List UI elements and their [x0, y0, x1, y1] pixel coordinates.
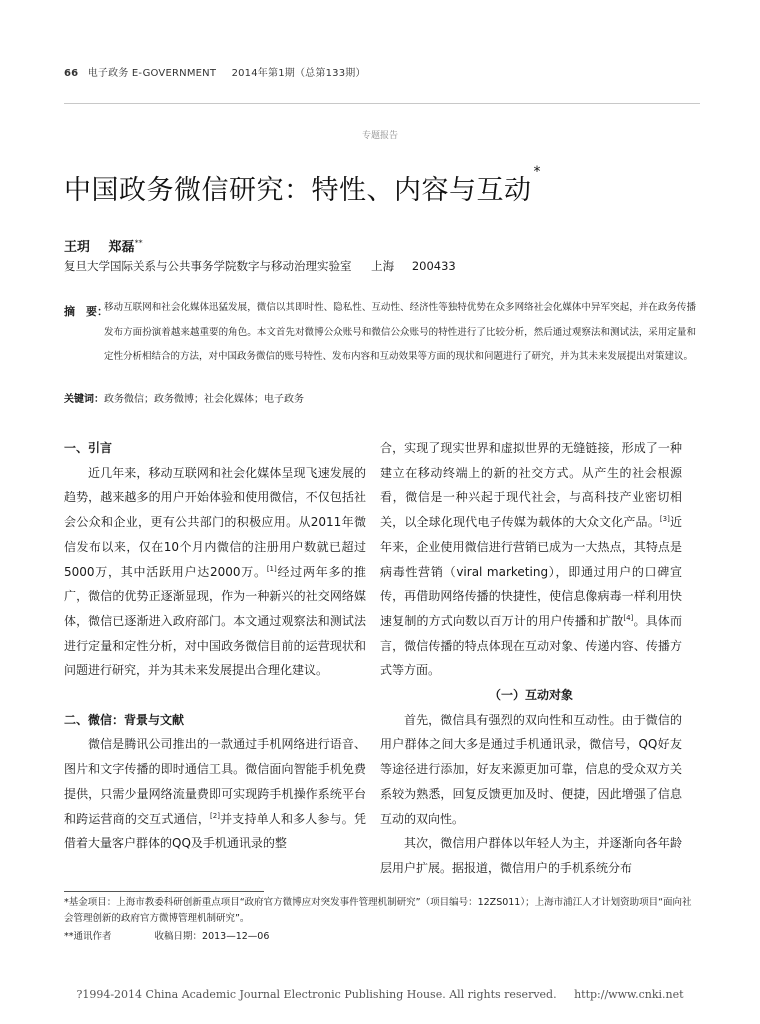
affiliation: 复旦大学国际关系与公共事务学院数字与移动治理实验室 — [64, 259, 352, 273]
footnote-correspondence — [64, 929, 700, 945]
body-paragraph: 合，实现了现实世界和虚拟世界的无缝链接，形成了一种建立在移动终端上的新的社交方式。从产生的社会根源看，微信是一种兴起于现代社会，与高科技产业密切相关，以全球化现代电子传媒为载体的大众文化产品。[3]近年来，企业使用微信进行营销已成为一大热点，其特点是病毒性营销（viral marketing），即通过用户的口碑宣传，再借助网络传播的快捷性，使信息像病毒一样利用快速复制的方式向数以百万计的用户传播和扩散[4]。具体而言，微信传播的特点体现在互动对象、传递内容、传播方式等方面。 — [380, 441, 682, 678]
body-paragraph: 微信是腾讯公司推出的一款通过手机网络进行语音、图片和文字传播的即时通信工具。微信面向智能手机免费提供，只需少量网络流量费即可实现跨手机操作系统平台和跨运营商的交互式通信，[2]并支持单人和多人参与。凭借着大量客户群体的QQ及手机通讯录的整 — [64, 737, 366, 851]
body-paragraph: 近几年来，移动互联网和社会化媒体呈现飞速发展的趋势，越来越多的用户开始体验和使用微信，不仅包括社会公众和企业，更有公共部门的积极应用。从2011年微信发布以来，仅在10个月内微信的注册用户数就已超过5000万，其中活跃用户达2000万。[1]经过两年多的推广，微信的优势正逐渐显现，作为一种新兴的社交网络媒体，微信已逐渐进入政府部门。本文通过观察法和测试法进行定量和定性分析，对中国政务微信目前的运营现状和问题进行研究，并为其未来发展提出合理化建议。 — [64, 465, 366, 678]
abstract-text: 移动互联网和社会化媒体迅猛发展，微信以其即时性、隐私性、互动性、经济性等独特优势在众多网络社会化媒体中异军突起，并在政务传播发布方面扮演着越来越重要的角色。本文首先对微博公众账号和微信公众账号的特性进行了比较分析，然后通过观察法和测试法，采用定量和定性分析相结合的方法，对中国政务微信的账号特性、发布内容和互动效果等方面的现状和问题进行了研究，并为其未来发展提出对策建议。 — [104, 302, 696, 363]
author-line — [64, 236, 143, 255]
title-footnote-mark: * — [533, 164, 541, 180]
footnote-divider — [64, 891, 264, 892]
citation-ref[interactable]: [4] — [623, 613, 634, 622]
citation-ref[interactable]: [1] — [266, 564, 277, 573]
body-paragraph: 其次，微信用户群体以年轻人为主，并逐渐向各年龄层用户扩展。据报道，微信用户的手机系统分布 — [380, 836, 682, 875]
footnote-fund: *基金项目：上海市教委科研创新重点项目“政府官方微博应对突发事件管理机制研究”（项目编号：12ZS011）；上海市浦江人才计划资助项目“面向社会管理创新的政府官方微博管理机制研究”。 — [64, 897, 692, 924]
header-divider — [64, 103, 700, 104]
affiliation-line — [64, 258, 456, 274]
author-2: 郑磊 — [108, 240, 135, 255]
body-right-column — [380, 436, 682, 881]
paragraph-gap — [64, 683, 366, 708]
cnki-link[interactable]: http://www.cnki.net — [574, 988, 684, 1001]
running-header — [64, 64, 366, 79]
copyright-text: ?1994-2014 China Academic Journal Electronic Publishing House. All rights reserved. — [76, 988, 557, 1001]
body-paragraph: 首先，微信具有强烈的双向性和互动性。由于微信的用户群体之间大多是通过手机通讯录，微信号，QQ好友等途径进行添加，好友来源更加可靠，信息的受众双方关系较为熟悉，回复反馈更加及时、便捷，因此增强了信息互动的双向性。 — [380, 712, 682, 826]
article-title-text: 中国政务微信研究：特性、内容与互动 — [64, 175, 532, 206]
affiliation-zip: 200433 — [411, 259, 456, 273]
keywords-line — [64, 390, 304, 405]
received-date: 收稿日期：2013—12—06 — [154, 931, 270, 942]
copyright-line — [0, 988, 760, 1001]
affiliation-city: 上海 — [371, 259, 395, 273]
abstract-label: 摘 要： — [64, 305, 108, 318]
section-heading-background: 二、微信：背景与文献 — [64, 712, 185, 727]
journal-name: 电子政务 E-GOVERNMENT — [87, 68, 217, 79]
corresponding-author-note: **通讯作者 — [64, 931, 112, 942]
section-label: 专题报告 — [361, 131, 398, 141]
author-2-mark: ** — [134, 238, 143, 248]
section-heading-introduction: 一、引言 — [64, 441, 113, 455]
page-number: 66 — [64, 68, 79, 79]
keywords-text: 政务微信；政务微博；社会化媒体；电子政务 — [104, 394, 304, 405]
issue-info: 2014年第1期（总第133期） — [231, 68, 366, 79]
citation-ref[interactable]: [2] — [210, 811, 220, 820]
author-1: 王玥 — [64, 240, 91, 255]
body-left-column — [64, 436, 366, 856]
subsection-heading-interaction: （一）互动对象 — [488, 688, 573, 703]
keywords-label: 关键词： — [64, 394, 104, 405]
citation-ref[interactable]: [3] — [659, 515, 670, 524]
article-title — [64, 164, 541, 207]
